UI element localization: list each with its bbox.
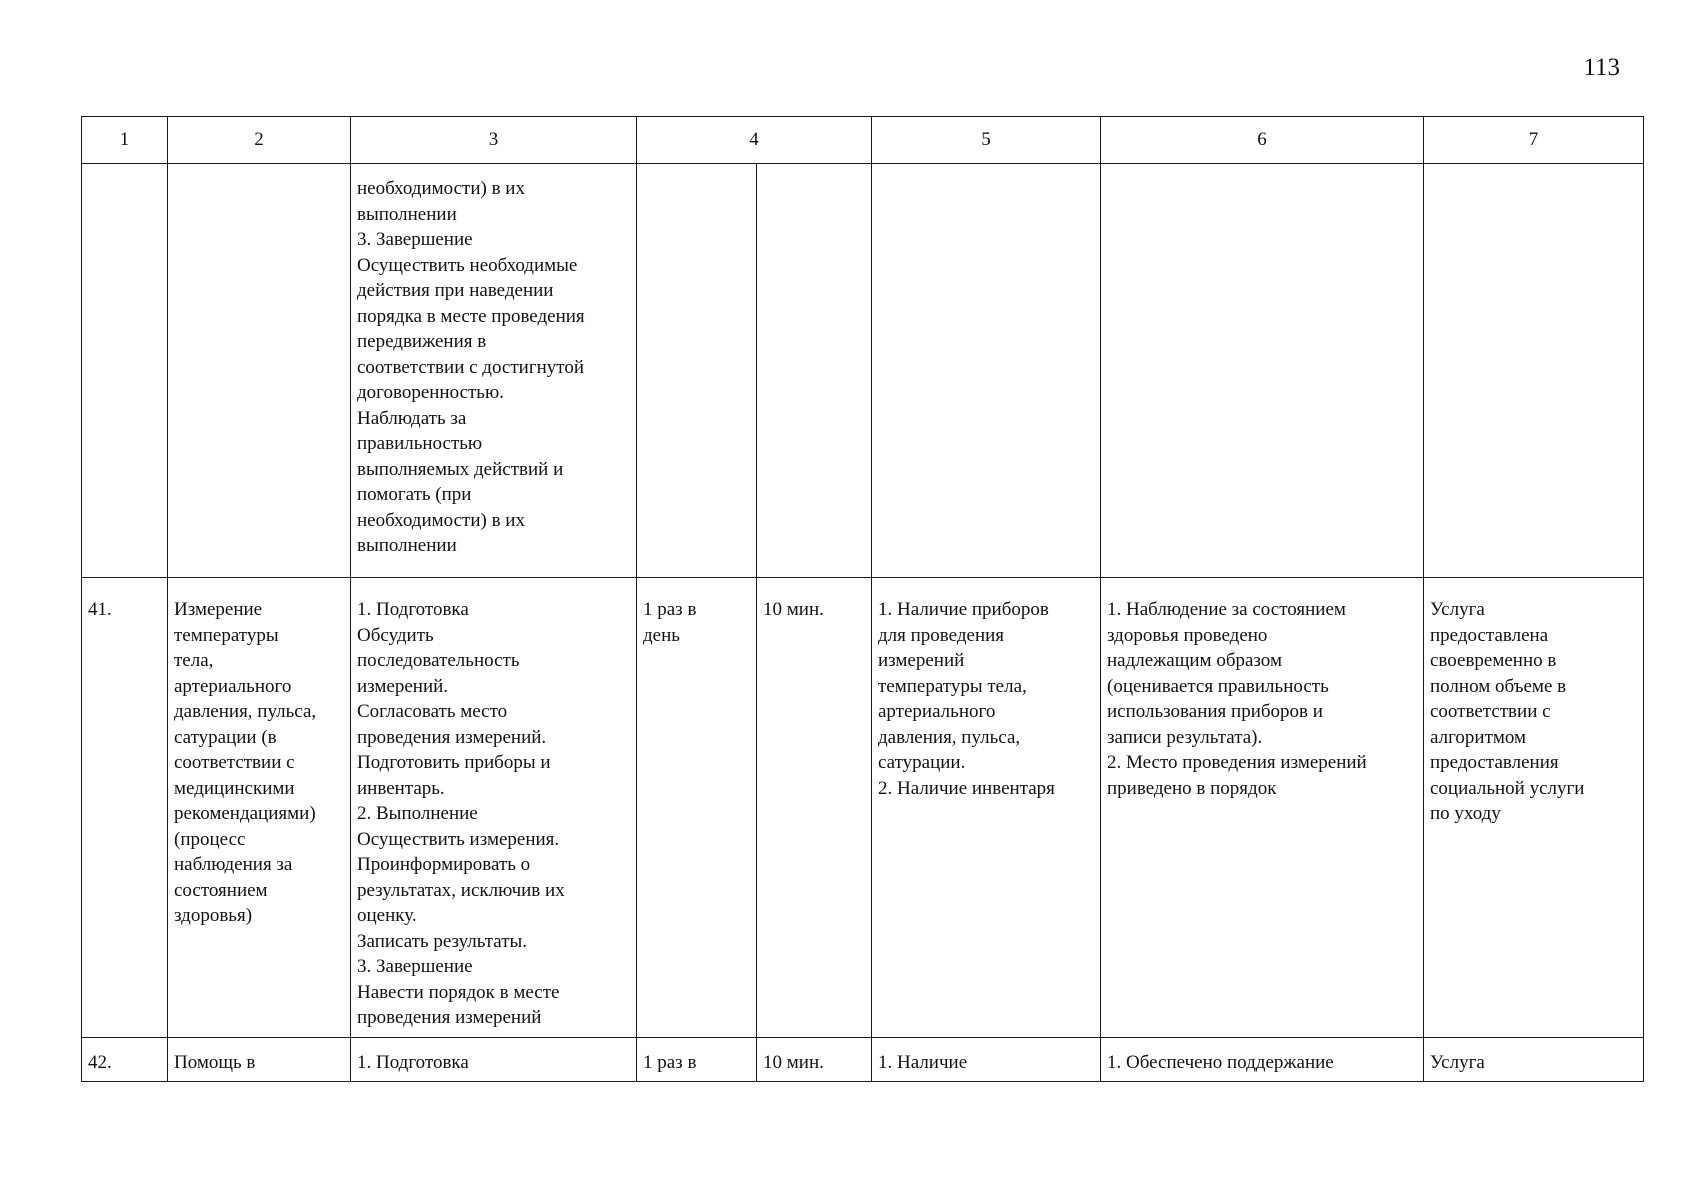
cell-text-line: по уходу [1430,803,1501,824]
table-row [82,164,1644,578]
page-number: 113 [1583,54,1620,81]
cell-conditions [872,578,1101,1038]
cell-text-line: 3. Завершение [357,956,473,977]
cell-result [1424,1037,1644,1082]
cell-text-line: 1 раз в [643,1051,697,1073]
cell-result [1424,578,1644,1038]
cell-text-line: Осуществить необходимые [357,254,578,276]
cell-text-line: 1 раз в [643,599,697,620]
cell-text-line: последовательность [357,650,520,671]
services-table [81,116,1644,1082]
header-col-3: 3 [351,117,637,164]
cell-quality [1101,164,1424,578]
cell-text-line: (процесс [174,828,246,850]
cell-text-line: Услуга [1430,599,1485,620]
cell-text-line: передвижения в [357,331,487,352]
cell-text-line: артериального [878,701,996,722]
cell-text-line: действия при наведении [357,280,554,301]
cell-number: 41. [82,578,168,1038]
cell-text-line: давления, пульса, [174,701,317,722]
cell-text-line: рекомендациями) [174,803,316,824]
header-col-1: 1 [82,117,168,164]
cell-text-line: день [643,624,680,646]
cell-text-line: предоставления [1430,752,1559,773]
cell-text-line: Согласовать место [357,701,508,722]
cell-text-line: медицинскими [174,777,295,799]
cell-text-line: здоровья проведено [1107,624,1268,646]
header-col-7: 7 [1424,117,1644,164]
cell-text-line: соответствии с достигнутой [357,356,585,378]
cell-frequency [637,164,757,578]
cell-text-line: температуры [174,624,279,646]
cell-text-line: для проведения [878,624,1005,646]
cell-text-line: выполняемых действий и [357,458,564,480]
cell-text-line: полном объеме в [1430,675,1567,697]
header-col-2: 2 [168,117,351,164]
cell-text-line: выполнении [357,535,457,556]
cell-text-line: тела, [174,650,214,671]
table-row [82,578,1644,1038]
cell-text-line: (оценивается правильность [1107,675,1329,697]
cell-text-line: результатах, исключив их [357,879,565,901]
cell-text-line: Проинформировать о [357,854,531,875]
cell-text-line: договоренностью. [357,382,504,403]
cell-text-line: сатурации. [878,752,966,773]
cell-text-line: температуры тела, [878,675,1027,697]
header-col-5: 5 [872,117,1101,164]
cell-text-line: предоставлена [1430,624,1549,646]
header-col-4: 4 [637,117,872,164]
cell-text-line: измерений [878,650,965,671]
cell-number: 42. [82,1037,168,1082]
table-header-row [82,117,1644,164]
cell-duration: 10 мин. [757,1037,872,1082]
cell-service-name [168,164,351,578]
table-row [82,1037,1644,1082]
cell-text-line: наблюдения за [174,854,293,875]
cell-text-line: правильностью [357,433,483,454]
cell-text-line: 1. Наличие приборов [878,599,1049,620]
cell-text-line: сатурации (в [174,726,277,748]
cell-conditions [872,1037,1101,1082]
cell-text-line: оценку. [357,905,417,926]
cell-text-line: 1. Обеспечено поддержание [1107,1051,1334,1073]
cell-text-line: инвентарь. [357,777,445,799]
cell-quality [1101,1037,1424,1082]
cell-text-line: 1. Подготовка [357,1051,469,1073]
cell-text-line: Подготовить приборы и [357,752,551,773]
cell-procedure [351,164,637,578]
cell-text-line: состоянием [174,879,268,901]
cell-text-line: Услуга [1430,1051,1485,1073]
cell-text-line: социальной услуги [1430,777,1585,799]
cell-text-line: порядка в месте проведения [357,305,585,327]
cell-service-name [168,1037,351,1082]
cell-text-line: Помощь в [174,1051,256,1073]
cell-text-line: приведено в порядок [1107,777,1277,799]
cell-text-line: надлежащим образом [1107,650,1282,671]
cell-text-line: 1. Подготовка [357,599,469,620]
cell-text-line: 2. Место проведения измерений [1107,752,1367,773]
cell-text-line: 1. Наличие [878,1051,968,1073]
cell-text-line: алгоритмом [1430,726,1527,748]
cell-frequency [637,1037,757,1082]
cell-text-line: Записать результаты. [357,930,528,952]
cell-text-line: 2. Выполнение [357,803,478,824]
cell-duration [757,164,872,578]
cell-text-line: Обсудить [357,624,434,646]
cell-text-line: помогать (при [357,484,472,505]
cell-text-line: проведения измерений [357,1007,542,1028]
cell-text-line: Осуществить измерения. [357,828,560,850]
cell-quality [1101,578,1424,1038]
cell-text-line: записи результата). [1107,726,1263,748]
cell-text-line: Навести порядок в месте [357,981,560,1003]
cell-text-line: измерений. [357,675,449,697]
cell-text-line: давления, пульса, [878,726,1021,748]
cell-procedure [351,578,637,1038]
cell-text-line: использования приборов и [1107,701,1323,722]
cell-text-line: здоровья) [174,905,253,926]
cell-text-line: 2. Наличие инвентаря [878,777,1055,799]
cell-text-line: соответствии с [174,752,295,773]
cell-text-line: 1. Наблюдение за состоянием [1107,599,1346,620]
cell-text-line: проведения измерений. [357,726,547,748]
cell-text-line: артериального [174,675,292,697]
cell-text-line: выполнении [357,203,457,225]
cell-procedure [351,1037,637,1082]
cell-service-name [168,578,351,1038]
header-col-6: 6 [1101,117,1424,164]
cell-text-line: Наблюдать за [357,407,467,429]
cell-frequency [637,578,757,1038]
cell-text-line: своевременно в [1430,650,1557,671]
cell-result [1424,164,1644,578]
cell-duration: 10 мин. [757,578,872,1038]
cell-text-line: необходимости) в их [357,509,525,531]
cell-text-line: соответствии с [1430,701,1551,722]
cell-conditions [872,164,1101,578]
cell-text-line: Измерение [174,599,263,620]
cell-text-line: необходимости) в их [357,178,525,199]
cell-text-line: 3. Завершение [357,229,473,250]
cell-number [82,164,168,578]
